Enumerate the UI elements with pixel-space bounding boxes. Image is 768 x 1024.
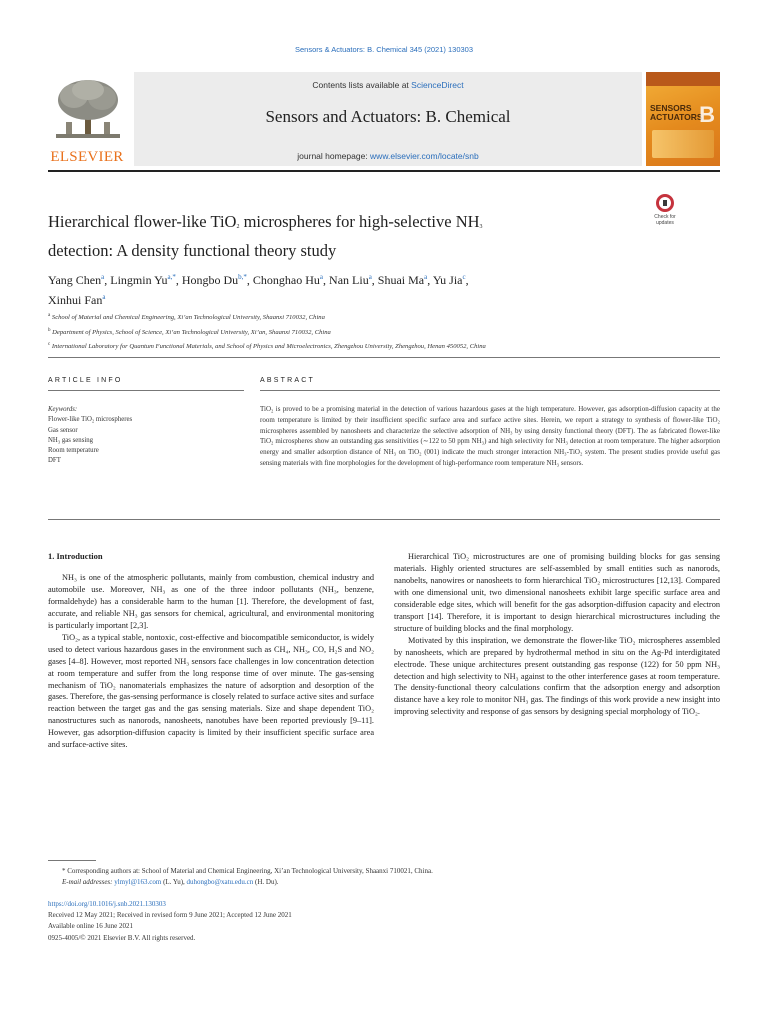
body-paragraph: Motivated by this inspiration, we demonstrate the flower-like TiO₂ microspheres assembled by nanosheets, which are prepared by hydrothermal method in situ on the Ag-Pd interdigitated electrode. These unique architectures present outstanding gas response (122) for 50 ppm NH₃ detection and high selectivity to NH₃ against to the other interference gases at room temperature. The density-functional theory calculations confirm that the adsorption energy and adsorption distance have a key role to monitor NH₃ gas. The findings of this work provide a new insight into improving selectivity and response of gas sensors by designing special morphology of TiO₂.	[394, 635, 720, 717]
author-name[interactable]: Shuai Ma	[377, 273, 425, 287]
author-name[interactable]: Hongbo Du	[181, 273, 239, 287]
email-addresses: E-mail addresses: ylmyl@163.com (L. Yu), duhongbo@xatu.edu.cn (H. Du).	[62, 878, 279, 886]
journal-cover-thumbnail[interactable]	[646, 72, 720, 166]
body-paragraph: Hierarchical TiO₂ microstructures are one of promising building blocks for gas sensing materials. Highly oriented structures are self-assembled by small entities such as nanorods, nanobelts, nanowires or nanosheets to form hierarchical TiO₂ microstructures [12,13]. Compared with one dimensional unit, two dimensional nanosheets exhibit large specific surface area and considerable edge sites, which will benefit for the gas adsorption-diffusion capacity and electron transport [14]. Therefore, it is important to design hierarchical microstructures including the structure of building blocks and the final morphology.	[394, 552, 720, 633]
author-affiliation-mark[interactable]: a	[102, 293, 106, 301]
journal-homepage-link[interactable]: www.elsevier.com/locate/snb	[370, 151, 479, 161]
elsevier-tree-icon	[52, 76, 124, 142]
author-name[interactable]: Lingmin Yu	[110, 273, 168, 287]
abstract-section	[260, 377, 720, 469]
keyword-item: Flower-like TiO₂ microspheres	[48, 416, 133, 424]
cover-title-line2: ACTUATORS	[650, 112, 703, 122]
contents-prefix: Contents lists available at	[312, 80, 412, 90]
cover-image	[652, 130, 714, 158]
author-name[interactable]: Yang Chen	[48, 273, 102, 287]
footnote-divider	[48, 860, 96, 861]
affiliation-item: $^b$ Department of Physics, School of Science, Xi’an Technological University, Xi’an, Shaanxi 710032, China	[48, 327, 331, 336]
header-divider	[48, 170, 720, 172]
abstract-text: TiO₂ is proved to be a promising material in the detection of various hazardous gases at the high temperature. However, gas adsorption-diffusion capacity at the room temperature is limited by their insufficient specific surface area and surface active sites. Herein, we report a strategy to synthesis of flower-like TiO₂ microspheres assembled by nanosheets and characterize the selective adsorption of NH₃ by using density functional theory (DFT). The as fabricated flower-like TiO₂ microspheres show an outstanding gas sensitivities (∼122 to 50 ppm NH₃) and high selectivity for NH₃ detection at room temperature. The higher adsorption energy and smaller adsorption distance of NH₃ on TiO₂ (001) indicate the much stronger interaction NH₃-TiO₂ system. The present studies provide useful gas sensing materials with fine morphologies for the development of high-performance room temperature NH₃ sensors.	[260, 405, 720, 467]
author-name[interactable]: Yu Jia	[432, 273, 463, 287]
homepage-line	[134, 151, 642, 161]
author-affiliation-mark[interactable]: a	[319, 273, 324, 281]
email-link-du[interactable]: duhongbo@xatu.edu.cn	[186, 878, 254, 886]
body-paragraph: NH₃ is one of the atmospheric pollutants, mainly from combustion, chemical industry and automobile use. Moreover, NH₃ as one of the three indoor pollutants (NH₃, benzene, formaldehyde) has a considerable harm to the human [1]. Therefore, the development of fast, accurate, and reliable NH₃ gas sensors for chemical, agricultural, and environmental monitoring is particularly important [2,3].	[48, 572, 374, 630]
email-label: E-mail addresses:	[62, 878, 115, 886]
journal-info-box	[134, 72, 642, 166]
cover-title-line1: SENSORS	[650, 103, 692, 113]
author-name[interactable]: Xinhui Fan	[48, 293, 103, 307]
abstract-rule	[260, 390, 720, 391]
publisher-wordmark: ELSEVIER	[50, 149, 124, 165]
body-column-left	[48, 551, 374, 751]
affiliation-divider	[48, 357, 720, 358]
article-info-rule	[48, 390, 244, 391]
publication-info	[48, 899, 720, 944]
author-affiliation-mark[interactable]: a	[424, 273, 428, 281]
homepage-prefix: journal homepage:	[297, 151, 371, 161]
keyword-item: Room temperature	[48, 447, 99, 455]
article-info-heading: ARTICLE INFO	[48, 377, 123, 384]
journal-title: Sensors and Actuators: B. Chemical	[265, 107, 511, 126]
keywords-label: Keywords:	[48, 406, 78, 413]
body-paragraph: TiO₂, as a typical stable, nontoxic, cost-effective and biocompatible semiconductor, is widely used to detect various hazardous gases in the environment such as CH₄, NH₃, CO, H₂S and NO₂ gases [4–8]. However, most reported NH₃ sensors face challenges in low concentration detection at room temperature and suffer from the long response time of over minute. The gas-sensing mechanism of TiO₂ nanomaterials emphasizes the nature of adsorption and desorption of the gases. Therefore, the gas-sensing performance is closely related to surface active sites and surface reaction between the target gas and the gas sensing materials. Size and shape dependent TiO₂ nanostructures such as nanorods, nanosheets, nanotubes have been reported previously [9–11]. However, gas adsorption-diffusion capacity is limited by their insufficient specific surface area and surface-active sites.	[48, 632, 374, 750]
cover-title	[650, 104, 703, 122]
footnotes	[48, 866, 720, 888]
cover-stripe	[646, 72, 720, 86]
author-affiliation-mark[interactable]: a,*	[167, 273, 176, 281]
author-affiliation-mark[interactable]: b,*	[238, 273, 247, 281]
doi-link[interactable]: https://doi.org/10.1016/j.snb.2021.130303	[48, 900, 166, 908]
corresponding-author-note: * Corresponding authors at: School of Material and Chemical Engineering, Xi’an Technological University, Shaanxi 710021, China.	[62, 867, 433, 875]
elsevier-logo[interactable]	[48, 72, 126, 166]
author-list: Yang Chen$^a$, Lingmin $Yu^{a,*}$, Hongbo $Du^{b,*}$, Chonghao Hu$^a$, Nan Liu$^a$, Shuai Ma$^a$, Yu Jia$^c$, Xinhui Fan$^a$	[48, 273, 469, 307]
copyright: 0925-4005/© 2021 Elsevier B.V. All rights reserved.	[48, 933, 196, 942]
author-name[interactable]: Chonghao Hu	[252, 273, 320, 287]
section-heading-introduction: 1. Introduction	[48, 551, 103, 561]
keyword-item: DFT	[48, 457, 61, 465]
author-affiliation-mark[interactable]: a	[368, 273, 372, 281]
received-dates: Received 12 May 2021; Received in revised form 9 June 2021; Accepted 12 June 2021	[48, 911, 292, 920]
check-for-updates-button[interactable]	[646, 194, 684, 232]
journal-citation[interactable]: Sensors & Actuators: B. Chemical 345 (2021) 130303	[294, 45, 474, 54]
keyword-item: Gas sensor	[48, 426, 78, 434]
body-column-right	[394, 551, 720, 718]
contents-line	[134, 80, 642, 90]
article-info	[48, 377, 244, 467]
journal-header	[48, 72, 720, 166]
sciencedirect-link[interactable]: ScienceDirect	[411, 80, 464, 90]
abstract-heading: ABSTRACT	[260, 377, 315, 384]
keyword-item: NH₃ gas sensing	[48, 436, 94, 444]
author-affiliation-mark[interactable]: a	[101, 273, 105, 281]
affiliation-item: $^c$ International Laboratory for Quantum Functional Materials, and School of Physics and Microelectronics, Zhengzhou University, Zhengzhou, Henan 450052, China	[48, 342, 486, 350]
check-updates-label: Check for updates	[654, 214, 676, 226]
available-online: Available online 16 June 2021	[48, 922, 134, 931]
check-updates-icon	[656, 194, 674, 212]
affiliations	[48, 310, 720, 354]
keywords-list	[48, 405, 244, 467]
abstract-divider	[48, 519, 720, 520]
email-link-yu[interactable]: ylmyl@163.com	[114, 878, 162, 886]
author-name[interactable]: Nan Liu	[329, 273, 369, 287]
cover-letter: B	[699, 102, 715, 127]
article-title: Hierarchical flower-like TiO$_2$ microspheres for high-selective $NH_3$ detection: A density functional theory study	[48, 212, 483, 260]
author-affiliation-mark[interactable]: c	[462, 273, 466, 281]
affiliation-item: $^a$ School of Material and Chemical Engineering, Xi’an Technological University, Shaanxi 710032, China	[48, 313, 325, 321]
